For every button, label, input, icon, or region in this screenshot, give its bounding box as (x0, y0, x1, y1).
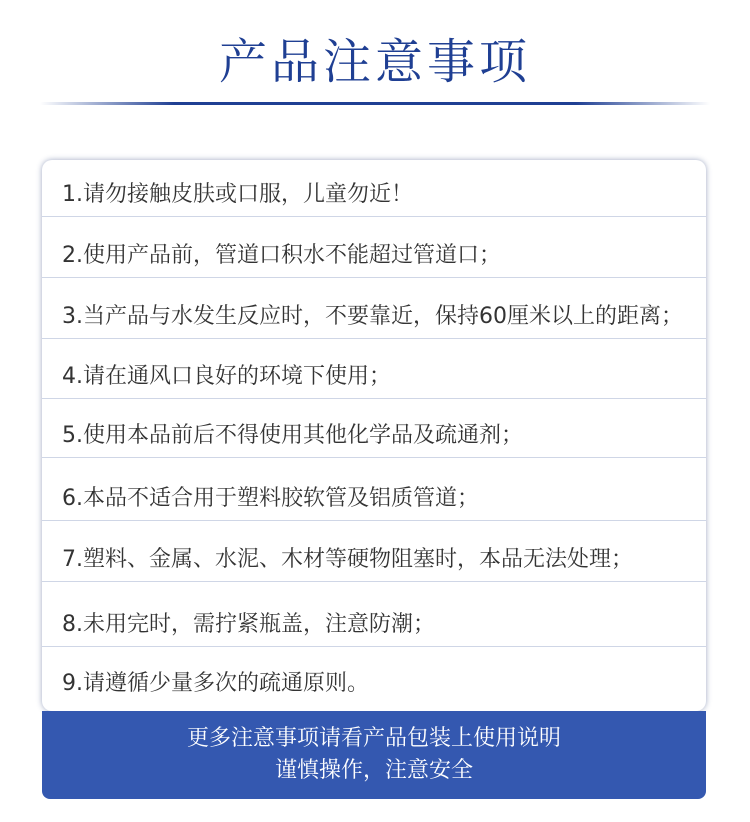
notice-item-6: 6.本品不适合用于塑料胶软管及铝质管道； (62, 486, 479, 511)
footer-banner (42, 711, 706, 799)
notice-item-4: 4.请在通风口良好的环境下使用； (62, 364, 391, 389)
footer-line-1: 更多注意事项请看产品包装上使用说明 (186, 726, 561, 751)
footer-line-2: 谨慎操作，注意安全 (274, 758, 473, 783)
title-underline (40, 102, 710, 105)
notice-item-2: 2.使用产品前，管道口积水不能超过管道口； (62, 243, 501, 268)
notice-item-8: 8.未用完时，需拧紧瓶盖，注意防潮； (62, 612, 435, 637)
notice-item-1: 1.请勿接触皮肤或口服，儿童勿近！ (62, 182, 413, 207)
notice-card (42, 160, 706, 711)
page-title: 产品注意事项 (218, 34, 531, 90)
notice-item-9: 9.请遵循少量多次的疏通原则。 (62, 671, 369, 696)
notice-item-5: 5.使用本品前后不得使用其他化学品及疏通剂； (62, 423, 523, 448)
notice-item-3: 3.当产品与水发生反应时，不要靠近，保持60厘米以上的距离； (62, 304, 683, 329)
notice-item-7: 7.塑料、金属、水泥、木材等硬物阻塞时，本品无法处理； (62, 547, 633, 572)
